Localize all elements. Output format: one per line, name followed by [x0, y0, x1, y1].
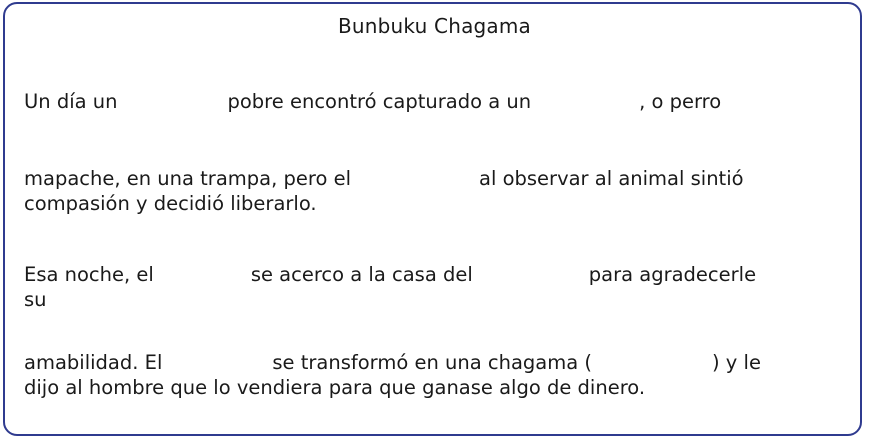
text-segment: dijo al hombre que lo vendiera para que ganase algo de dinero.: [24, 376, 646, 399]
paragraph-4-line-2: [24, 375, 645, 400]
text-segment: mapache, en una trampa, pero el: [24, 167, 352, 190]
paragraph-2-line-1: [24, 166, 744, 191]
text-segment: se transformó en una chagama (: [272, 351, 592, 374]
text-segment: compasión y decidió liberarlo.: [24, 192, 317, 215]
text-segment: pobre encontró capturado a un: [227, 90, 532, 113]
paragraph-4-line-1: [24, 350, 761, 375]
text-segment: al observar al animal sintió: [479, 167, 744, 190]
story-title: Bunbuku Chagama: [337, 14, 532, 38]
text-segment: , o perro: [639, 90, 722, 113]
text-segment: amabilidad. El: [24, 351, 163, 374]
text-segment: para agradecerle: [588, 263, 757, 286]
text-segment: su: [24, 288, 47, 311]
text-segment: se acerco a la casa del: [250, 263, 473, 286]
text-segment: ) y le: [711, 351, 761, 374]
paragraph-3-line-1: [24, 262, 756, 287]
paragraph-2-line-2: [24, 191, 317, 216]
text-segment: Esa noche, el: [24, 263, 154, 286]
paragraph-3-line-2: [24, 287, 47, 312]
paragraph-1-line-1: [24, 89, 721, 114]
text-segment: Un día un: [24, 90, 118, 113]
